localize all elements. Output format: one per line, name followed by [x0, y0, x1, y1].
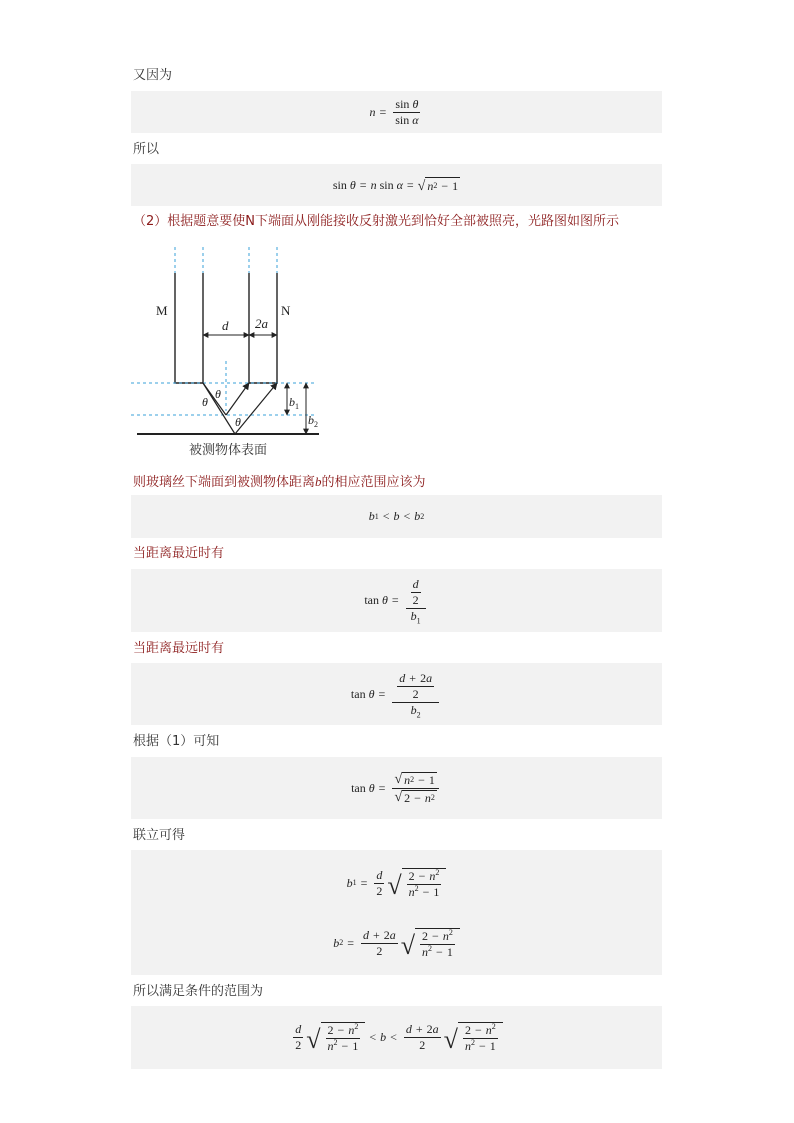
text-combine: 联立可得 — [133, 828, 186, 843]
fiber-dashed-extensions — [175, 247, 277, 273]
equation-box-5 — [131, 663, 662, 725]
label-theta-1: θ — [215, 387, 221, 401]
equation-b2-result: b 2 = $\frac{d + 2a}{2}$ √ $\frac{2 - n^2}{n^2 - 1}$ — [131, 914, 662, 972]
equation-b-range: b 1 < b < b 2 — [368, 509, 425, 523]
text-part-2-statement: （2）根据题意要使N下端面从刚能接收反射激光到恰好全部被照亮，光路图如图所示 — [133, 214, 619, 229]
label-2a: 2a — [255, 316, 268, 331]
text-range-statement: 则玻璃丝下端面到被测物体距离b的相应范围应该为 — [133, 474, 426, 490]
label-theta-2: θ — [202, 395, 208, 409]
equation-tan-farthest: tan θ = $\frac{\frac{d + 2a}{2}}{b_2}$ — [131, 663, 662, 725]
equation-n-definition: n = $\frac{\text{sin θ}}{\text{sin α}}$ — [369, 96, 419, 127]
label-b2: $b_2$ — [308, 413, 318, 429]
text-therefore: 所以 — [133, 142, 160, 157]
equation-final-range: $\frac{d}{2}$ √ $\frac{2 - n^2}{n^2 - 1}$ < b < $\frac{d + 2a}{2}$ √ $\frac{2 - n^2}{n^2 - 1}$ — [131, 1006, 662, 1069]
text-also-because: 又因为 — [133, 68, 173, 83]
equation-b1-result: b 1 = $\frac{d}{2}$ √ $\frac{2 - n^2}{n^2 - 1}$ — [131, 854, 662, 912]
label-d: d — [222, 318, 229, 333]
optical-path-diagram — [131, 243, 331, 463]
equation-tan-nearest: tan θ = $\frac{\frac{d}{2}}{b_1}$ — [131, 569, 662, 632]
equation-box-3 — [131, 495, 662, 538]
text-nearest: 当距离最近时有 — [133, 546, 225, 561]
label-M: M — [156, 303, 168, 318]
equation-box-8 — [131, 1006, 662, 1069]
text-final-range: 所以满足条件的范围为 — [133, 984, 264, 999]
text-farthest: 当距离最远时有 — [133, 641, 225, 656]
text-according-to-1: 根据（1）可知 — [133, 734, 220, 749]
equation-box-7 — [131, 850, 662, 975]
fiber-M — [175, 273, 203, 383]
label-N: N — [281, 303, 291, 318]
equation-tan-theta-n: tan θ = √ n 2 − 1 √ 2 − n 2 — [131, 757, 662, 819]
label-theta-3: θ — [235, 415, 241, 429]
equation-box-6 — [131, 757, 662, 819]
label-b1: $b_1$ — [289, 395, 299, 411]
equation-box-2 — [131, 164, 662, 206]
figure-caption: 被测物体表面 — [189, 442, 268, 457]
equation-box-1 — [131, 91, 662, 133]
equation-sin-theta: sin θ = n sin α = √ n 2 − 1 — [332, 177, 459, 194]
equation-box-4 — [131, 569, 662, 632]
